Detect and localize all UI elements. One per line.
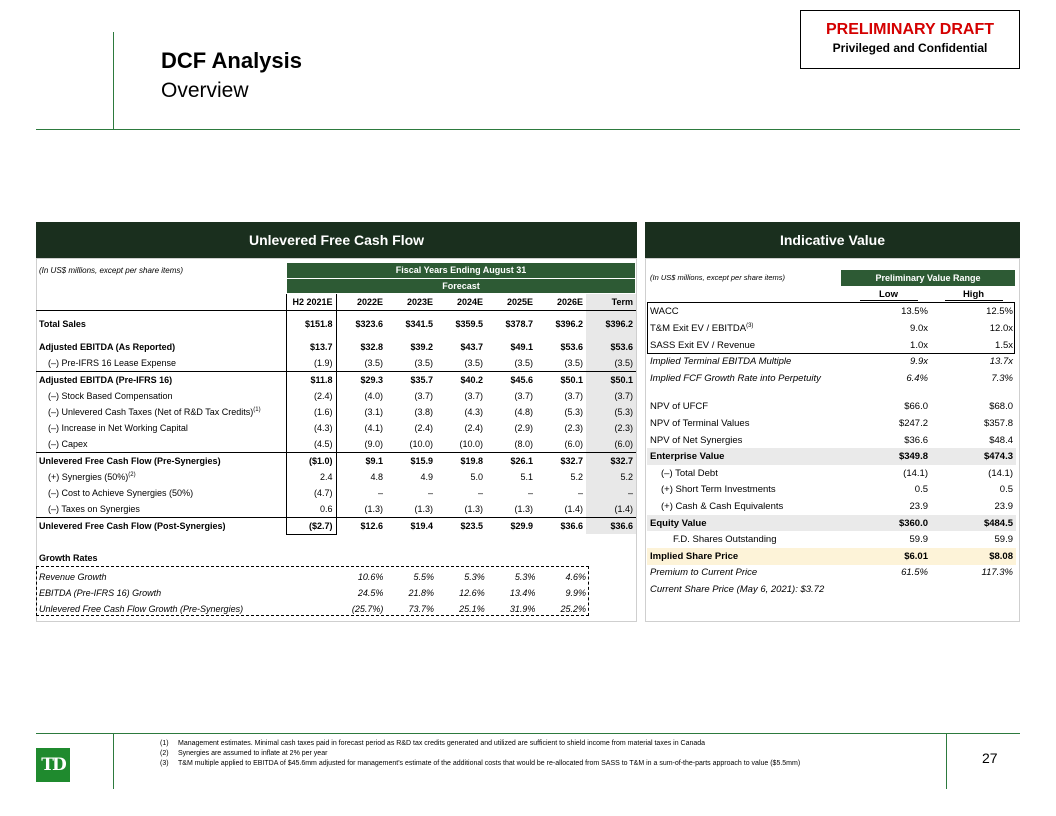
ufcf-row-label: (+) Synergies (50%): [48, 472, 129, 483]
growth-cell: 5.3%: [514, 572, 536, 582]
ufcf-cell: $15.9: [386, 453, 436, 469]
iv-high-value: $357.8: [983, 417, 1013, 429]
ufcf-cell: $378.7: [505, 319, 533, 330]
ufcf-cell: $11.8: [286, 371, 336, 387]
iv-high-value: 59.9: [994, 534, 1013, 546]
ufcf-row-label: (–) Unlevered Cash Taxes (Net of R&D Tax Credits): [48, 406, 254, 417]
iv-row: [647, 432, 1016, 449]
growth-cell: 25.2%: [560, 604, 586, 614]
ufcf-cell: (5.3): [564, 406, 583, 417]
ufcf-row: [36, 316, 636, 332]
iv-table: [647, 287, 1016, 598]
iv-row-label: Implied Terminal EBITDA Multiple: [650, 356, 792, 368]
iv-panel-header: Indicative Value: [645, 222, 1020, 258]
ufcf-cell: $23.5: [436, 518, 486, 534]
ufcf-column-header: H2 2021E: [286, 294, 336, 310]
ufcf-cell: (4.8): [514, 406, 533, 417]
footnote-text: T&M multiple applied to EBITDA of $45.6mm adjusted for management's estimate of the additional costs that would be re-allocated from SASS to T&M in a sum-of-the-parts approach to value ($5.5mm): [178, 760, 801, 767]
iv-high-value: 1.5x: [995, 339, 1013, 351]
ufcf-cell: $49.1: [510, 341, 533, 352]
iv-high-value: 13.7x: [989, 356, 1013, 368]
iv-row: [647, 515, 1016, 532]
iv-row-label: NPV of Net Synergies: [650, 434, 743, 446]
footer-rule: [36, 733, 1020, 734]
iv-row: [647, 415, 1016, 432]
iv-row-label: (+) Short Term Investments: [661, 484, 776, 496]
ufcf-cell: (6.0): [564, 439, 583, 450]
growth-rates-title: Growth Rates: [39, 553, 98, 563]
ufcf-cell: (3.1): [364, 406, 383, 417]
iv-low-value: 23.9: [909, 500, 928, 512]
footnote-number: (1): [160, 740, 169, 747]
ufcf-cell: (2.4): [286, 387, 336, 403]
ufcf-column-header: 2025E: [486, 294, 536, 310]
ufcf-row: [36, 453, 636, 469]
ufcf-cell: $53.6: [586, 339, 636, 355]
ufcf-row-label: (–) Stock Based Compensation: [48, 390, 173, 401]
ufcf-cell: $341.5: [405, 319, 433, 330]
ufcf-row-label: Unlevered Free Cash Flow (Post-Synergies): [39, 521, 226, 532]
iv-low-value: 9.9x: [910, 356, 928, 368]
ufcf-cell: –: [477, 488, 483, 499]
current-price-note: Current Share Price (May 6, 2021): $3.72: [650, 583, 825, 595]
ufcf-column-header: Term: [586, 294, 636, 310]
iv-row: [647, 370, 1016, 387]
ufcf-cell: (1.9): [286, 355, 336, 371]
ufcf-cell: ($1.0): [286, 453, 336, 469]
ufcf-row: [36, 387, 636, 403]
ufcf-cell: $396.2: [586, 316, 636, 332]
growth-cell: 25.1%: [459, 604, 485, 614]
ufcf-cell: (3.5): [464, 357, 483, 368]
ufcf-row-label: (–) Capex: [48, 439, 88, 450]
growth-cell: 5.3%: [464, 572, 485, 582]
ufcf-cell: $359.5: [455, 319, 483, 330]
iv-row: [647, 565, 1016, 582]
iv-row-label: WACC: [650, 306, 679, 318]
ufcf-cell: $32.7: [586, 453, 636, 469]
iv-row-label: SASS Exit EV / Revenue: [650, 339, 756, 351]
ufcf-column-header: 2023E: [386, 294, 436, 310]
ufcf-cell: (4.0): [364, 390, 383, 401]
ufcf-cell: 4.8: [370, 472, 383, 483]
ufcf-column-header: 2024E: [436, 294, 486, 310]
page-subtitle: Overview: [161, 79, 249, 102]
ufcf-cell: $50.1: [536, 371, 586, 387]
iv-row: [647, 353, 1016, 370]
ufcf-cell: (10.0): [459, 439, 483, 450]
forecast-header: Forecast: [287, 279, 635, 293]
ufcf-cell: 5.1: [520, 472, 533, 483]
ufcf-column-header: 2026E: [536, 294, 586, 310]
ufcf-row: [36, 420, 636, 436]
growth-row: [36, 585, 589, 601]
iv-low-value: 13.5%: [901, 306, 928, 318]
ufcf-cell: $32.8: [360, 341, 383, 352]
iv-high-value: 12.0x: [989, 322, 1013, 334]
growth-rates-table: [36, 569, 589, 617]
ufcf-cell: 5.2: [586, 469, 636, 485]
ufcf-cell: 0.6: [286, 502, 336, 518]
footer-divider-right: [946, 733, 947, 789]
ufcf-cell: $35.7: [386, 371, 436, 387]
iv-low-value: $66.0: [904, 401, 928, 413]
ufcf-cell: (1.4): [564, 504, 583, 515]
footnote: [160, 759, 800, 769]
ufcf-cell: $36.6: [536, 518, 586, 534]
growth-cell: 4.6%: [565, 572, 586, 582]
ufcf-cell: (1.3): [464, 504, 483, 515]
ufcf-column-header: 2022E: [336, 294, 386, 310]
iv-low-value: $349.8: [846, 448, 931, 465]
ufcf-cell: $40.2: [436, 371, 486, 387]
ufcf-cell: $19.8: [436, 453, 486, 469]
fiscal-years-header: Fiscal Years Ending August 31: [287, 263, 635, 278]
ufcf-cell: 2.4: [286, 469, 336, 485]
growth-row-label: Unlevered Free Cash Flow Growth (Pre-Synergies): [39, 604, 244, 614]
iv-row: [647, 482, 1016, 499]
footnote-number: (3): [160, 760, 169, 767]
ufcf-cell: $50.1: [586, 371, 636, 387]
iv-row-label: (+) Cash & Cash Equivalents: [661, 500, 784, 512]
iv-high-value: $48.4: [989, 434, 1013, 446]
ufcf-cell: (4.3): [464, 406, 483, 417]
iv-row-label: Implied FCF Growth Rate into Perpetuity: [650, 372, 821, 384]
iv-row: [647, 531, 1016, 548]
iv-high-value: (14.1): [988, 467, 1013, 479]
ufcf-cell: (5.3): [586, 404, 636, 420]
growth-cell: 13.4%: [509, 588, 536, 598]
iv-high-value: $68.0: [989, 401, 1013, 413]
iv-row-label: F.D. Shares Outstanding: [673, 534, 777, 546]
iv-high-value: $474.3: [931, 448, 1016, 465]
ufcf-cell: 4.9: [420, 472, 433, 483]
ufcf-cell: $151.8: [286, 316, 336, 332]
ufcf-row: [36, 355, 636, 371]
iv-low-value: 61.5%: [901, 567, 928, 579]
iv-row: [647, 448, 1016, 465]
ufcf-column-header-row: [36, 294, 636, 310]
high-header: High: [945, 289, 1003, 301]
ufcf-cell: (3.7): [564, 390, 583, 401]
ufcf-table: [36, 294, 636, 535]
ufcf-row: [36, 469, 636, 485]
iv-low-value: $6.01: [846, 548, 931, 565]
footnote-text: Management estimates. Minimal cash taxes paid in forecast period as R&D tax credits generated and utilized are sufficient to shield income from material taxes in Canada: [178, 740, 706, 747]
growth-cell: 21.8%: [408, 588, 435, 598]
iv-row-label: Implied Share Price: [650, 550, 739, 562]
ufcf-cell: $39.2: [410, 341, 433, 352]
ufcf-cell: (1.4): [586, 502, 636, 518]
ufcf-cell: $45.6: [486, 371, 536, 387]
ufcf-row: [36, 502, 636, 518]
iv-high-value: $8.08: [931, 548, 1016, 565]
footer-divider-left: [113, 733, 114, 789]
ufcf-row-label: (–) Cost to Achieve Synergies (50%): [48, 488, 194, 499]
growth-cell: 73.7%: [408, 604, 435, 614]
ufcf-cell: $36.6: [586, 518, 636, 534]
ufcf-cell: (1.3): [414, 504, 433, 515]
ufcf-units-note: (In US$ millions, except per share items): [39, 266, 184, 275]
iv-low-value: (14.1): [903, 467, 928, 479]
iv-row: [647, 304, 1016, 321]
growth-row: [36, 569, 589, 585]
iv-low-value: $247.2: [898, 417, 928, 429]
ufcf-cell: (2.9): [514, 423, 533, 434]
ufcf-cell: (10.0): [409, 439, 433, 450]
ufcf-cell: $29.9: [486, 518, 536, 534]
iv-low-value: $36.6: [904, 434, 928, 446]
draft-stamp: [800, 10, 1020, 69]
footnote-ref: (2): [128, 472, 136, 479]
ufcf-cell: (2.4): [414, 423, 433, 434]
iv-row-label: Enterprise Value: [650, 451, 725, 463]
ufcf-panel-header: Unlevered Free Cash Flow: [36, 222, 637, 258]
iv-header-row: [647, 287, 1016, 304]
ufcf-cell: –: [527, 488, 533, 499]
ufcf-cell: (2.3): [586, 420, 636, 436]
ufcf-row: [36, 371, 636, 387]
ufcf-cell: (4.1): [364, 423, 383, 434]
ufcf-row-label: (–) Pre-IFRS 16 Lease Expense: [48, 357, 177, 368]
low-header: Low: [860, 289, 918, 301]
ufcf-cell: (1.3): [514, 504, 533, 515]
ufcf-cell: $32.7: [536, 453, 586, 469]
footnotes: [160, 739, 800, 769]
ufcf-row: [36, 518, 636, 534]
iv-row: [647, 498, 1016, 515]
ufcf-row-label: Total Sales: [39, 319, 86, 330]
footnote-number: (2): [160, 750, 169, 757]
ufcf-row-label: (–) Increase in Net Working Capital: [48, 423, 188, 434]
ufcf-cell: (3.7): [464, 390, 483, 401]
iv-row: [647, 337, 1016, 354]
growth-cell: 24.5%: [357, 588, 384, 598]
iv-high-value: 117.3%: [981, 567, 1013, 579]
iv-low-value: 9.0x: [910, 322, 928, 334]
ufcf-row-label: Adjusted EBITDA (Pre-IFRS 16): [39, 374, 173, 385]
iv-low-value: 59.9: [909, 534, 928, 546]
iv-units-note: (In US$ millions, except per share items): [650, 273, 786, 282]
ufcf-cell: $53.6: [560, 341, 583, 352]
growth-row: [36, 601, 589, 617]
ufcf-cell: (4.7): [286, 485, 336, 501]
ufcf-cell: (2.4): [464, 423, 483, 434]
iv-row-label: NPV of UFCF: [650, 401, 709, 413]
ufcf-cell: $12.6: [336, 518, 386, 534]
growth-cell: 5.5%: [413, 572, 435, 582]
ufcf-cell: (1.3): [364, 504, 383, 515]
ufcf-cell: (4.3): [286, 420, 336, 436]
header-rule: [36, 129, 1020, 130]
ufcf-row: [36, 436, 636, 452]
iv-row-label: Premium to Current Price: [650, 567, 758, 579]
value-range-header: Preliminary Value Range: [841, 270, 1015, 286]
iv-row: [647, 465, 1016, 482]
growth-cell: 9.9%: [565, 588, 586, 598]
ufcf-cell: (3.5): [586, 355, 636, 371]
header-divider-vertical: [113, 32, 114, 129]
iv-row: [647, 399, 1016, 416]
iv-row-label: NPV of Terminal Values: [650, 417, 750, 429]
ufcf-cell: –: [427, 488, 433, 499]
iv-high-value: 23.9: [994, 500, 1013, 512]
iv-row: [647, 320, 1016, 337]
ufcf-cell: (8.0): [514, 439, 533, 450]
ufcf-cell: $9.1: [336, 453, 386, 469]
footnote: [160, 749, 800, 759]
ufcf-cell: (4.5): [286, 436, 336, 452]
footnote-ref: (1): [253, 406, 261, 413]
iv-low-value: 0.5: [914, 484, 928, 496]
ufcf-cell: 5.0: [470, 472, 483, 483]
growth-cell: (25.7%): [351, 604, 384, 614]
ufcf-row: [36, 404, 636, 420]
iv-low-value: 6.4%: [906, 372, 928, 384]
ufcf-cell: $323.6: [355, 319, 383, 330]
iv-low-value: 1.0x: [910, 339, 928, 351]
ufcf-cell: (1.6): [286, 404, 336, 420]
footnote: [160, 739, 800, 749]
ufcf-cell: $43.7: [460, 341, 483, 352]
ufcf-cell: (3.5): [564, 357, 583, 368]
td-logo: TD: [36, 748, 70, 782]
ufcf-cell: (3.5): [364, 357, 383, 368]
ufcf-row: [36, 339, 636, 355]
ufcf-cell: (3.7): [414, 390, 433, 401]
ufcf-cell: (6.0): [586, 436, 636, 452]
ufcf-cell: ($2.7): [286, 518, 336, 534]
ufcf-cell: $396.2: [555, 319, 583, 330]
ufcf-cell: –: [586, 485, 636, 501]
footnote-text: Synergies are assumed to inflate at 2% per year: [178, 750, 328, 757]
ufcf-cell: (3.5): [414, 357, 433, 368]
growth-cell: 31.9%: [509, 604, 536, 614]
growth-cell: 12.6%: [459, 588, 485, 598]
iv-row-label: T&M Exit EV / EBITDA: [650, 323, 747, 335]
ufcf-cell: (3.5): [514, 357, 533, 368]
draft-title: PRELIMINARY DRAFT: [826, 21, 994, 38]
iv-high-value: 7.3%: [991, 372, 1013, 384]
ufcf-cell: –: [377, 488, 383, 499]
ufcf-cell: $13.7: [286, 339, 336, 355]
ufcf-cell: (2.3): [564, 423, 583, 434]
ufcf-cell: (3.7): [514, 390, 533, 401]
page-title: DCF Analysis: [161, 48, 303, 73]
ufcf-cell: –: [577, 488, 583, 499]
ufcf-cell: (3.7): [586, 387, 636, 403]
page-number: 27: [982, 750, 998, 766]
iv-low-value: $360.0: [846, 515, 931, 532]
ufcf-row-label: Unlevered Free Cash Flow (Pre-Synergies): [39, 456, 221, 467]
ufcf-cell: $19.4: [386, 518, 436, 534]
draft-subtitle: Privileged and Confidential: [832, 41, 988, 55]
ufcf-cell: (3.8): [414, 406, 433, 417]
iv-high-value: $484.5: [931, 515, 1016, 532]
ufcf-row-label: Adjusted EBITDA (As Reported): [39, 341, 176, 352]
ufcf-row: [36, 485, 636, 501]
ufcf-cell: $26.1: [486, 453, 536, 469]
iv-row-label: Equity Value: [650, 517, 707, 529]
ufcf-cell: $29.3: [336, 371, 386, 387]
iv-high-value: 0.5: [999, 484, 1013, 496]
footnote-ref: (3): [746, 322, 754, 329]
iv-high-value: 12.5%: [986, 306, 1013, 318]
iv-row-label: (–) Total Debt: [661, 467, 718, 479]
growth-cell: 10.6%: [357, 572, 384, 582]
ufcf-row-label: (–) Taxes on Synergies: [48, 504, 140, 515]
ufcf-cell: (9.0): [364, 439, 383, 450]
growth-row-label: EBITDA (Pre-IFRS 16) Growth: [39, 588, 162, 598]
growth-row-label: Revenue Growth: [39, 572, 107, 582]
iv-row: [647, 548, 1016, 565]
ufcf-cell: 5.2: [570, 472, 583, 483]
